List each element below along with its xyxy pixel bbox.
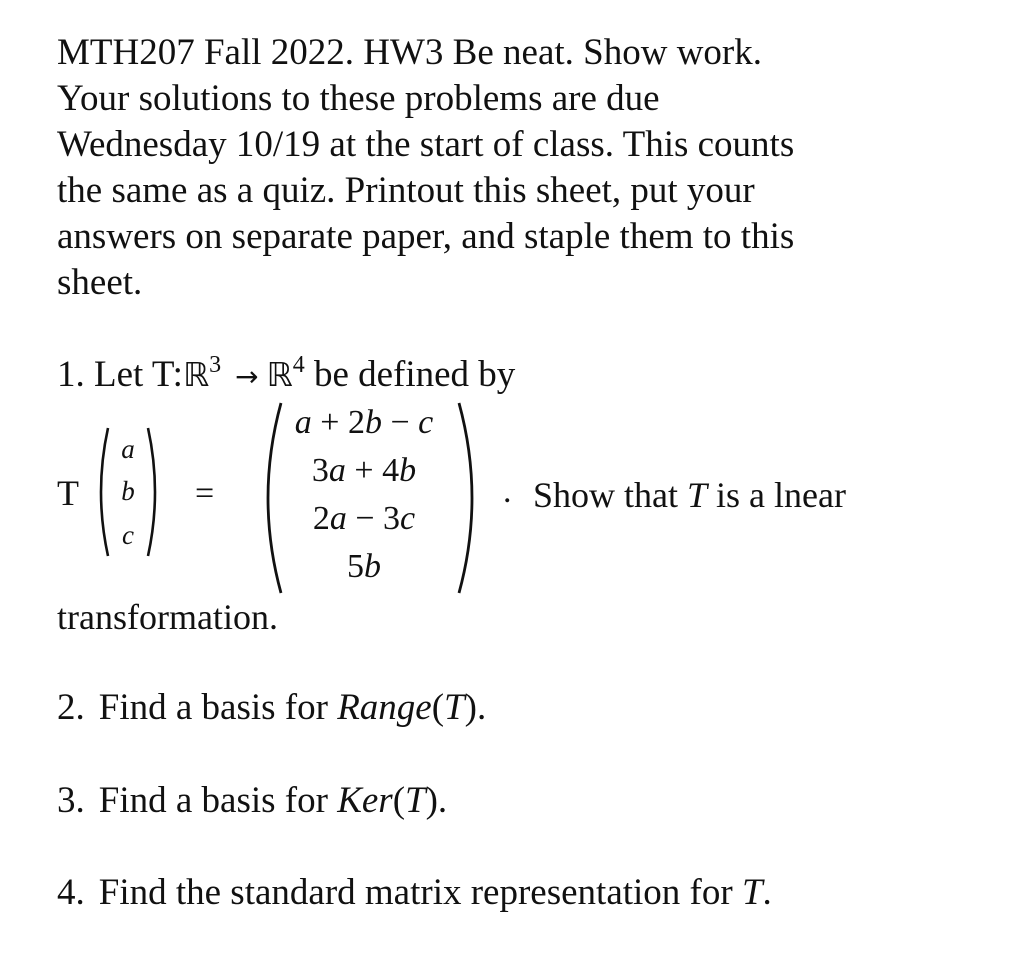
domain-space: ℝ [182, 355, 210, 394]
problem-1-continuation: transformation. [57, 597, 278, 637]
instructions-line: sheet. [57, 262, 143, 303]
problem-number: 4. [57, 872, 85, 913]
problem-text: Find a basis for [98, 780, 338, 821]
show-linear-instruction [533, 474, 846, 516]
transformation-symbol: T [405, 780, 426, 821]
coefficient: 5 [347, 548, 364, 585]
coefficient: 3 [383, 500, 401, 537]
term: a [329, 500, 347, 537]
problem-number: 2. [57, 687, 85, 728]
show-prefix: Show that [533, 475, 688, 515]
problem-1-lead: Let T: [94, 354, 183, 395]
input-entry-c: c [122, 520, 134, 550]
instructions-line: answers on separate paper, and staple them to this [57, 216, 795, 257]
output-entry-3 [254, 500, 474, 538]
coefficient: 4 [382, 452, 400, 489]
coefficient: 3 [311, 452, 329, 489]
end-period: . [762, 872, 772, 913]
instructions-line: the same as a quiz. Printout this sheet, put your [57, 170, 755, 211]
term: c [400, 500, 416, 537]
output-entry-2 [254, 452, 474, 490]
transformation-symbol: T [741, 872, 763, 913]
kernel-symbol: Ker [337, 780, 393, 821]
problem-text: Find the standard matrix representation for [98, 872, 742, 913]
problem-4-statement [57, 871, 772, 914]
term: b [399, 452, 417, 489]
problem-text: Find a basis for [98, 687, 338, 728]
range-symbol: Range [337, 687, 432, 728]
codomain-space: ℝ [266, 355, 293, 394]
instructions-line: Wednesday 10/19 at the start of class. This counts [57, 124, 795, 165]
input-entry-b: b [121, 476, 135, 506]
output-entry-1 [254, 404, 474, 442]
instructions-line: Your solutions to these problems are due [57, 78, 660, 119]
formula-period: . [503, 473, 512, 510]
output-entry-4 [254, 548, 474, 586]
problem-1-tail: be defined by [313, 354, 516, 395]
show-variable: T [687, 475, 708, 515]
open-paren: ( [431, 687, 445, 728]
domain-exponent: 3 [209, 352, 222, 378]
coefficient: 2 [312, 500, 330, 537]
term: b [364, 548, 381, 585]
problem-2-statement [57, 686, 486, 729]
transformation-symbol: T [444, 687, 465, 728]
problem-number: 3. [57, 780, 85, 821]
operator: + [311, 404, 348, 441]
show-suffix: is a lnear [707, 475, 846, 515]
operator: + [345, 452, 383, 489]
input-right-paren [144, 425, 164, 560]
term: a [294, 404, 312, 441]
map-label: T [57, 473, 79, 513]
problem-3-statement [57, 779, 447, 822]
input-entry-a: a [121, 434, 135, 464]
maps-to-arrow: → [235, 360, 259, 393]
equals-sign: = [195, 475, 215, 512]
input-left-paren [92, 425, 112, 560]
close-paren: ). [425, 780, 448, 821]
operator: − [381, 404, 419, 441]
term: c [418, 404, 434, 441]
instructions-line: MTH207 Fall 2022. HW3 Be neat. Show work. [57, 32, 762, 73]
open-paren: ( [392, 780, 406, 821]
operator: − [346, 500, 384, 537]
coefficient: 2 [347, 404, 365, 441]
close-paren: ). [464, 687, 487, 728]
codomain-exponent: 4 [292, 352, 305, 378]
term: b [364, 404, 382, 441]
term: a [328, 452, 346, 489]
problem-number: 1. [57, 354, 85, 395]
